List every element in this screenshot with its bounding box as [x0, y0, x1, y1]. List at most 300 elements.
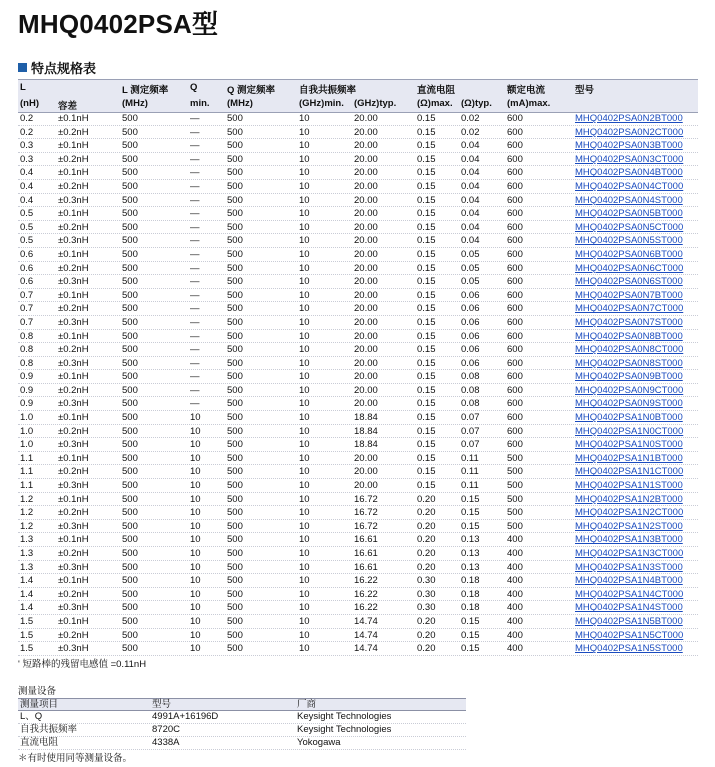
part-number-link[interactable]: MHQ0402PSA0N3CT000	[575, 153, 684, 165]
cell-tolerance: ±0.2nH	[58, 507, 89, 519]
cell-tolerance: ±0.1nH	[58, 534, 89, 546]
part-number-link[interactable]: MHQ0402PSA0N9ST000	[575, 398, 683, 410]
cell-dcr-typ: 0.02	[461, 113, 480, 124]
cell-q-freq: 500	[227, 316, 243, 328]
cell-dcr-max: 0.20	[417, 507, 436, 519]
cell-inductance: 1.4	[20, 602, 34, 614]
cell-q-freq: 500	[227, 113, 243, 124]
cell-tolerance: ±0.1nH	[58, 289, 89, 301]
spec-table-body	[18, 112, 698, 656]
cell-q-freq: 500	[227, 248, 243, 260]
part-number-link[interactable]: MHQ0402PSA1N0ST000	[575, 439, 683, 451]
cell-q-min: 10	[190, 602, 201, 614]
cell-dcr-typ: 0.07	[461, 412, 480, 424]
measurement-cell: 自我共振频率	[20, 724, 78, 735]
cell-srf-typ: 20.00	[354, 221, 378, 233]
cell-l-freq: 500	[122, 167, 138, 179]
cell-q-freq: 500	[227, 615, 243, 627]
cell-dcr-typ: 0.04	[461, 167, 480, 179]
part-number-link[interactable]: MHQ0402PSA0N8ST000	[575, 357, 683, 369]
cell-q-freq: 500	[227, 303, 243, 315]
header-cell: L 测定频率	[122, 85, 169, 96]
table-row	[18, 330, 698, 344]
cell-rated-current: 600	[507, 140, 523, 152]
cell-q-min: 10	[190, 561, 201, 573]
cell-inductance: 1.3	[20, 548, 34, 559]
cell-inductance: 0.7	[20, 316, 34, 328]
table-row	[18, 302, 698, 316]
cell-dcr-max: 0.15	[417, 262, 436, 274]
cell-q-freq: 500	[227, 194, 243, 206]
cell-srf-typ: 20.00	[354, 357, 378, 369]
cell-q-freq: 500	[227, 167, 243, 179]
cell-q-min: 10	[190, 643, 201, 655]
cell-srf-typ: 20.00	[354, 235, 378, 247]
cell-l-freq: 500	[122, 520, 138, 532]
cell-rated-current: 600	[507, 167, 523, 179]
cell-dcr-typ: 0.13	[461, 534, 480, 546]
cell-srf-min: 10	[299, 507, 310, 519]
cell-dcr-typ: 0.06	[461, 330, 480, 342]
cell-rated-current: 500	[507, 507, 523, 519]
cell-srf-min: 10	[299, 615, 310, 627]
cell-q-freq: 500	[227, 357, 243, 369]
cell-q-min: —	[190, 180, 200, 192]
cell-q-freq: 500	[227, 126, 243, 138]
cell-srf-typ: 18.84	[354, 425, 378, 437]
cell-dcr-max: 0.15	[417, 412, 436, 424]
cell-srf-typ: 20.00	[354, 180, 378, 192]
cell-srf-typ: 20.00	[354, 371, 378, 383]
header-cell: (GHz)min.	[299, 98, 344, 109]
cell-q-min: —	[190, 371, 200, 383]
cell-dcr-max: 0.15	[417, 235, 436, 247]
cell-q-min: —	[190, 262, 200, 274]
cell-inductance: 0.7	[20, 289, 34, 301]
cell-srf-typ: 20.00	[354, 248, 378, 260]
cell-q-freq: 500	[227, 180, 243, 192]
header-cell: (mA)max.	[507, 98, 551, 109]
part-number-link[interactable]: MHQ0402PSA0N6BT000	[575, 248, 683, 260]
cell-dcr-typ: 0.06	[461, 316, 480, 328]
cell-srf-typ: 18.84	[354, 412, 378, 424]
cell-rated-current: 600	[507, 208, 523, 220]
cell-srf-min: 10	[299, 371, 310, 383]
part-number-link[interactable]: MHQ0402PSA0N6CT000	[575, 262, 684, 274]
cell-tolerance: ±0.2nH	[58, 588, 89, 600]
cell-l-freq: 500	[122, 480, 138, 492]
cell-tolerance: ±0.2nH	[58, 344, 89, 356]
table-row	[18, 262, 698, 276]
cell-tolerance: ±0.2nH	[58, 180, 89, 192]
cell-rated-current: 500	[507, 480, 523, 492]
cell-inductance: 1.3	[20, 561, 34, 573]
cell-q-min: —	[190, 289, 200, 301]
cell-tolerance: ±0.1nH	[58, 615, 89, 627]
cell-q-freq: 500	[227, 507, 243, 519]
cell-rated-current: 600	[507, 384, 523, 396]
cell-l-freq: 500	[122, 180, 138, 192]
table-row	[18, 207, 698, 221]
cell-l-freq: 500	[122, 153, 138, 165]
cell-l-freq: 500	[122, 561, 138, 573]
cell-tolerance: ±0.3nH	[58, 439, 89, 451]
cell-rated-current: 600	[507, 425, 523, 437]
cell-dcr-typ: 0.15	[461, 520, 480, 532]
part-number-link[interactable]: MHQ0402PSA1N1ST000	[575, 480, 683, 492]
cell-tolerance: ±0.3nH	[58, 357, 89, 369]
part-number-link[interactable]: MHQ0402PSA1N4ST000	[575, 602, 683, 614]
cell-srf-typ: 20.00	[354, 126, 378, 138]
cell-dcr-typ: 0.04	[461, 208, 480, 220]
cell-q-min: —	[190, 330, 200, 342]
cell-srf-min: 10	[299, 235, 310, 247]
cell-inductance: 1.1	[20, 480, 34, 492]
table-row	[18, 425, 698, 439]
cell-q-freq: 500	[227, 643, 243, 655]
cell-srf-typ: 18.84	[354, 439, 378, 451]
cell-dcr-typ: 0.18	[461, 575, 480, 587]
cell-srf-min: 10	[299, 303, 310, 315]
cell-srf-min: 10	[299, 289, 310, 301]
part-number-link[interactable]: MHQ0402PSA0N8CT000	[575, 344, 684, 356]
part-number-link[interactable]: MHQ0402PSA0N3BT000	[575, 140, 683, 152]
cell-inductance: 0.9	[20, 371, 34, 383]
part-number-link[interactable]: MHQ0402PSA0N2BT000	[575, 113, 683, 124]
cell-srf-min: 10	[299, 398, 310, 410]
cell-l-freq: 500	[122, 289, 138, 301]
cell-rated-current: 600	[507, 439, 523, 451]
cell-l-freq: 500	[122, 113, 138, 124]
part-number-link[interactable]: MHQ0402PSA1N0BT000	[575, 412, 683, 424]
part-number-link[interactable]: MHQ0402PSA1N3ST000	[575, 561, 683, 573]
cell-q-min: —	[190, 153, 200, 165]
part-number-link[interactable]: MHQ0402PSA1N1BT000	[575, 452, 683, 464]
cell-tolerance: ±0.3nH	[58, 316, 89, 328]
cell-tolerance: ±0.3nH	[58, 235, 89, 247]
cell-inductance: 1.2	[20, 520, 34, 532]
cell-l-freq: 500	[122, 357, 138, 369]
cell-inductance: 0.4	[20, 194, 34, 206]
cell-srf-typ: 16.61	[354, 561, 378, 573]
cell-q-min: —	[190, 235, 200, 247]
table-row	[18, 547, 698, 561]
table-row	[18, 248, 698, 262]
cell-srf-min: 10	[299, 384, 310, 396]
table-row	[18, 642, 698, 656]
cell-q-min: 10	[190, 412, 201, 424]
cell-dcr-max: 0.15	[417, 289, 436, 301]
part-number-link[interactable]: MHQ0402PSA1N5CT000	[575, 629, 684, 641]
table-row	[18, 126, 698, 140]
cell-rated-current: 500	[507, 452, 523, 464]
cell-srf-min: 10	[299, 520, 310, 532]
cell-srf-typ: 20.00	[354, 480, 378, 492]
table-row	[18, 289, 698, 303]
cell-inductance: 1.2	[20, 493, 34, 505]
cell-inductance: 1.2	[20, 507, 34, 519]
cell-rated-current: 400	[507, 548, 523, 559]
cell-dcr-typ: 0.06	[461, 289, 480, 301]
cell-dcr-max: 0.15	[417, 180, 436, 192]
cell-inductance: 0.6	[20, 262, 34, 274]
measurement-row	[18, 710, 466, 724]
cell-srf-min: 10	[299, 643, 310, 655]
cell-dcr-typ: 0.04	[461, 221, 480, 233]
cell-inductance: 0.4	[20, 167, 34, 179]
cell-l-freq: 500	[122, 140, 138, 152]
cell-dcr-max: 0.20	[417, 615, 436, 627]
cell-q-min: —	[190, 276, 200, 288]
cell-dcr-max: 0.15	[417, 303, 436, 315]
cell-dcr-max: 0.20	[417, 520, 436, 532]
cell-q-freq: 500	[227, 276, 243, 288]
cell-l-freq: 500	[122, 452, 138, 464]
cell-tolerance: ±0.2nH	[58, 262, 89, 274]
cell-inductance: 0.4	[20, 180, 34, 192]
cell-q-min: —	[190, 303, 200, 315]
cell-tolerance: ±0.2nH	[58, 303, 89, 315]
cell-inductance: 0.3	[20, 153, 34, 165]
part-number-link[interactable]: MHQ0402PSA1N3CT000	[575, 548, 684, 559]
table-row	[18, 465, 698, 479]
cell-tolerance: ±0.1nH	[58, 330, 89, 342]
cell-l-freq: 500	[122, 262, 138, 274]
part-number-link[interactable]: MHQ0402PSA0N8BT000	[575, 330, 683, 342]
part-number-link[interactable]: MHQ0402PSA0N4CT000	[575, 180, 684, 192]
cell-dcr-max: 0.15	[417, 425, 436, 437]
cell-dcr-max: 0.15	[417, 153, 436, 165]
cell-rated-current: 600	[507, 398, 523, 410]
part-number-link[interactable]: MHQ0402PSA0N5CT000	[575, 221, 684, 233]
cell-rated-current: 600	[507, 221, 523, 233]
table-row	[18, 166, 698, 180]
cell-srf-typ: 20.00	[354, 452, 378, 464]
cell-tolerance: ±0.1nH	[58, 113, 89, 124]
cell-dcr-typ: 0.06	[461, 344, 480, 356]
cell-srf-typ: 16.61	[354, 534, 378, 546]
cell-q-min: 10	[190, 615, 201, 627]
cell-srf-min: 10	[299, 602, 310, 614]
cell-q-min: 10	[190, 480, 201, 492]
table-row	[18, 520, 698, 534]
cell-l-freq: 500	[122, 534, 138, 546]
cell-q-min: —	[190, 126, 200, 138]
cell-q-min: 10	[190, 548, 201, 559]
part-number-link[interactable]: MHQ0402PSA0N7BT000	[575, 289, 683, 301]
table-row	[18, 180, 698, 194]
cell-srf-min: 10	[299, 208, 310, 220]
cell-dcr-max: 0.15	[417, 113, 436, 124]
cell-srf-typ: 20.00	[354, 330, 378, 342]
cell-q-freq: 500	[227, 289, 243, 301]
cell-q-min: 10	[190, 629, 201, 641]
part-number-link[interactable]: MHQ0402PSA0N4ST000	[575, 194, 683, 206]
cell-q-freq: 500	[227, 575, 243, 587]
part-number-link[interactable]: MHQ0402PSA0N5ST000	[575, 235, 683, 247]
cell-srf-typ: 14.74	[354, 643, 378, 655]
cell-tolerance: ±0.1nH	[58, 412, 89, 424]
cell-rated-current: 600	[507, 371, 523, 383]
part-number-link[interactable]: MHQ0402PSA1N5BT000	[575, 615, 683, 627]
cell-srf-min: 10	[299, 534, 310, 546]
cell-srf-typ: 20.00	[354, 167, 378, 179]
cell-dcr-typ: 0.07	[461, 439, 480, 451]
measurement-header-cell: 厂商	[297, 699, 317, 710]
cell-rated-current: 600	[507, 303, 523, 315]
cell-q-freq: 500	[227, 344, 243, 356]
cell-rated-current: 600	[507, 194, 523, 206]
cell-rated-current: 400	[507, 615, 523, 627]
cell-dcr-max: 0.15	[417, 371, 436, 383]
part-number-link[interactable]: MHQ0402PSA1N2CT000	[575, 507, 684, 519]
cell-inductance: 0.5	[20, 208, 34, 220]
cell-inductance: 0.5	[20, 221, 34, 233]
part-number-link[interactable]: MHQ0402PSA1N5ST000	[575, 643, 683, 655]
cell-q-freq: 500	[227, 588, 243, 600]
cell-srf-min: 10	[299, 357, 310, 369]
cell-dcr-typ: 0.04	[461, 235, 480, 247]
cell-dcr-typ: 0.08	[461, 371, 480, 383]
measurement-footnote: ＊有时使用同等测量设备。	[18, 753, 133, 764]
part-number-link[interactable]: MHQ0402PSA0N2CT000	[575, 126, 684, 138]
cell-q-min: 10	[190, 452, 201, 464]
cell-rated-current: 500	[507, 466, 523, 478]
cell-inductance: 1.5	[20, 615, 34, 627]
table-row	[18, 234, 698, 248]
part-number-link[interactable]: MHQ0402PSA1N4BT000	[575, 575, 683, 587]
cell-tolerance: ±0.2nH	[58, 384, 89, 396]
section-title: 特点规格表	[31, 61, 97, 76]
cell-srf-min: 10	[299, 480, 310, 492]
cell-tolerance: ±0.1nH	[58, 208, 89, 220]
cell-dcr-typ: 0.15	[461, 629, 480, 641]
part-number-link[interactable]: MHQ0402PSA1N1CT000	[575, 466, 684, 478]
cell-rated-current: 600	[507, 180, 523, 192]
header-cell: (GHz)typ.	[354, 98, 397, 109]
cell-dcr-typ: 0.18	[461, 588, 480, 600]
cell-rated-current: 600	[507, 153, 523, 165]
header-cell: L	[20, 82, 26, 93]
cell-q-min: —	[190, 398, 200, 410]
table-row	[18, 153, 698, 167]
cell-rated-current: 500	[507, 520, 523, 532]
cell-tolerance: ±0.2nH	[58, 425, 89, 437]
part-number-link[interactable]: MHQ0402PSA0N6ST000	[575, 276, 683, 288]
table-row	[18, 370, 698, 384]
cell-l-freq: 500	[122, 439, 138, 451]
cell-inductance: 0.9	[20, 398, 34, 410]
cell-dcr-max: 0.15	[417, 221, 436, 233]
cell-q-min: —	[190, 140, 200, 152]
cell-inductance: 0.5	[20, 235, 34, 247]
cell-tolerance: ±0.1nH	[58, 248, 89, 260]
cell-q-freq: 500	[227, 466, 243, 478]
cell-srf-typ: 20.00	[354, 384, 378, 396]
header-cell: min.	[190, 98, 210, 109]
cell-srf-min: 10	[299, 466, 310, 478]
cell-inductance: 0.6	[20, 276, 34, 288]
header-cell: (Ω)max.	[417, 98, 453, 109]
cell-l-freq: 500	[122, 629, 138, 641]
cell-dcr-max: 0.15	[417, 452, 436, 464]
table-row	[18, 615, 698, 629]
cell-l-freq: 500	[122, 548, 138, 559]
header-cell: 自我共振频率	[299, 85, 357, 96]
cell-q-freq: 500	[227, 384, 243, 396]
part-number-link[interactable]: MHQ0402PSA1N2ST000	[575, 520, 683, 532]
cell-rated-current: 600	[507, 289, 523, 301]
header-cell: 直流电阻	[417, 85, 456, 96]
cell-srf-typ: 16.22	[354, 602, 378, 614]
part-number-link[interactable]: MHQ0402PSA0N4BT000	[575, 167, 683, 179]
cell-srf-min: 10	[299, 344, 310, 356]
measurement-cell: Keysight Technologies	[297, 724, 392, 735]
cell-dcr-max: 0.30	[417, 575, 436, 587]
part-number-link[interactable]: MHQ0402PSA0N7CT000	[575, 303, 684, 315]
cell-tolerance: ±0.2nH	[58, 548, 89, 559]
part-number-link[interactable]: MHQ0402PSA1N3BT000	[575, 534, 683, 546]
part-number-link[interactable]: MHQ0402PSA1N2BT000	[575, 493, 683, 505]
cell-inductance: 0.7	[20, 303, 34, 315]
cell-inductance: 1.1	[20, 466, 34, 478]
cell-dcr-max: 0.30	[417, 602, 436, 614]
cell-q-freq: 500	[227, 629, 243, 641]
header-cell: (nH)	[20, 98, 39, 109]
cell-dcr-typ: 0.08	[461, 384, 480, 396]
cell-l-freq: 500	[122, 248, 138, 260]
table-row	[18, 397, 698, 411]
header-cell: (MHz)	[227, 98, 253, 109]
cell-q-min: 10	[190, 425, 201, 437]
part-number-link[interactable]: MHQ0402PSA1N4CT000	[575, 588, 684, 600]
cell-srf-typ: 16.72	[354, 520, 378, 532]
section-heading	[18, 58, 96, 77]
cell-dcr-max: 0.15	[417, 208, 436, 220]
cell-dcr-typ: 0.11	[461, 466, 479, 478]
cell-q-min: —	[190, 221, 200, 233]
part-number-link[interactable]: MHQ0402PSA0N7ST000	[575, 316, 683, 328]
cell-inductance: 0.8	[20, 344, 34, 356]
table-row	[18, 452, 698, 466]
cell-rated-current: 600	[507, 113, 523, 124]
part-number-link[interactable]: MHQ0402PSA0N5BT000	[575, 208, 683, 220]
cell-q-freq: 500	[227, 330, 243, 342]
cell-q-min: —	[190, 344, 200, 356]
cell-srf-typ: 16.22	[354, 575, 378, 587]
cell-q-min: 10	[190, 507, 201, 519]
measurement-row	[18, 723, 466, 737]
header-cell: (Ω)typ.	[461, 98, 492, 109]
cell-inductance: 1.1	[20, 452, 34, 464]
cell-inductance: 1.4	[20, 575, 34, 587]
cell-srf-typ: 20.00	[354, 276, 378, 288]
measurement-cell: 直流电阻	[20, 737, 59, 748]
cell-dcr-max: 0.15	[417, 248, 436, 260]
part-number-link[interactable]: MHQ0402PSA0N9CT000	[575, 384, 684, 396]
cell-srf-typ: 20.00	[354, 316, 378, 328]
cell-q-min: —	[190, 113, 200, 124]
part-number-link[interactable]: MHQ0402PSA0N9BT000	[575, 371, 683, 383]
cell-q-min: —	[190, 384, 200, 396]
cell-srf-typ: 20.00	[354, 153, 378, 165]
cell-q-min: 10	[190, 439, 201, 451]
measurement-header-cell: 型号	[152, 699, 172, 710]
cell-l-freq: 500	[122, 412, 138, 424]
part-number-link[interactable]: MHQ0402PSA1N0CT000	[575, 425, 684, 437]
cell-q-min: —	[190, 208, 200, 220]
cell-inductance: 0.8	[20, 357, 34, 369]
